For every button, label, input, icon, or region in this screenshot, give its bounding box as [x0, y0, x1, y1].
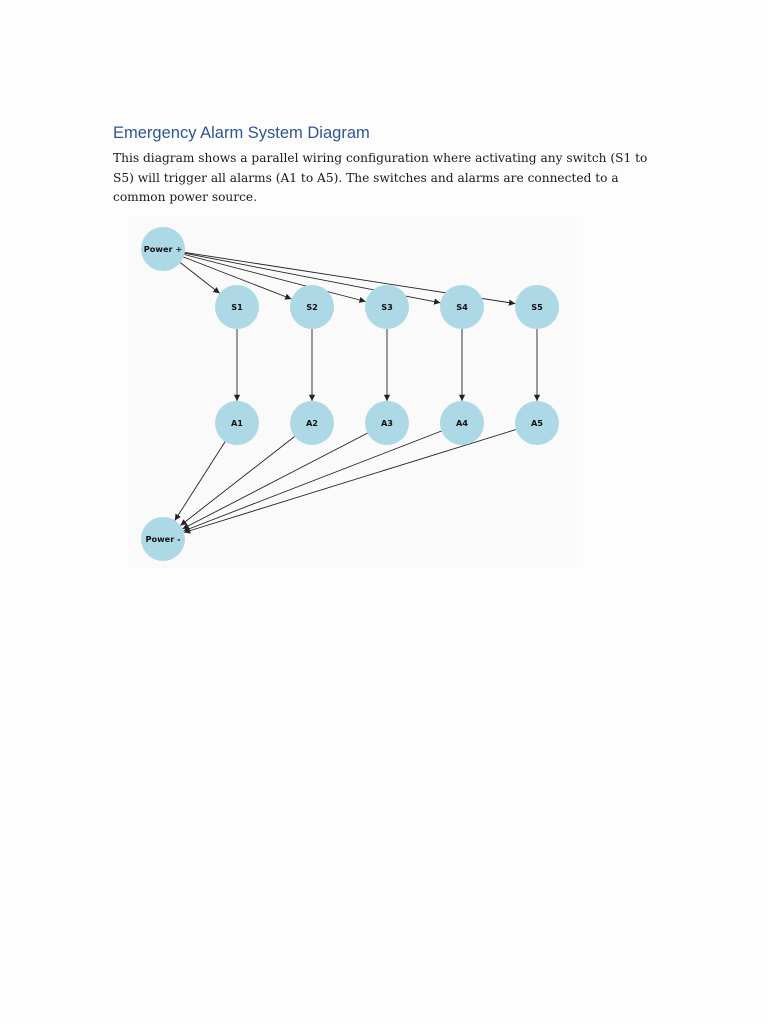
node-s4 [440, 285, 484, 329]
node-power-plus [141, 227, 185, 271]
wiring-diagram-figure [129, 217, 577, 568]
wiring-diagram [129, 217, 577, 568]
node-label: S1 [231, 302, 243, 312]
nodes-layer [141, 227, 559, 561]
edge-power_plus-to-S1 [180, 263, 219, 294]
edge-A2-to-power_minus [180, 437, 294, 526]
edge-A5-to-power_minus [184, 430, 516, 533]
node-label: Power + [143, 244, 183, 254]
node-label: S3 [381, 302, 393, 312]
node-a3 [365, 401, 409, 445]
node-s2 [290, 285, 334, 329]
node-label: A1 [230, 418, 244, 428]
node-label: Power - [145, 534, 181, 544]
page-title: Emergency Alarm System Diagram [113, 124, 370, 142]
node-label: S4 [456, 302, 468, 312]
node-a2 [290, 401, 334, 445]
intro-paragraph: This diagram shows a parallel wiring configuration where activating any switch (S1 to S5) will trigger all alarms (A1 to A5). The switches and alarms are connected to a common power source. [113, 151, 648, 204]
node-power-minus [141, 517, 185, 561]
node-s3 [365, 285, 409, 329]
edge-A1-to-power_minus [175, 442, 225, 521]
node-label: A4 [455, 418, 469, 428]
node-label: A2 [305, 418, 319, 428]
node-a4 [440, 401, 484, 445]
node-s1 [215, 285, 259, 329]
edge-A3-to-power_minus [183, 433, 368, 529]
node-label: A5 [530, 418, 544, 428]
node-label: S5 [531, 302, 543, 312]
node-label: S2 [306, 302, 318, 312]
node-a5 [515, 401, 559, 445]
node-a1 [215, 401, 259, 445]
node-label: A3 [380, 418, 394, 428]
edge-power_plus-to-S3 [184, 255, 365, 302]
node-s5 [515, 285, 559, 329]
